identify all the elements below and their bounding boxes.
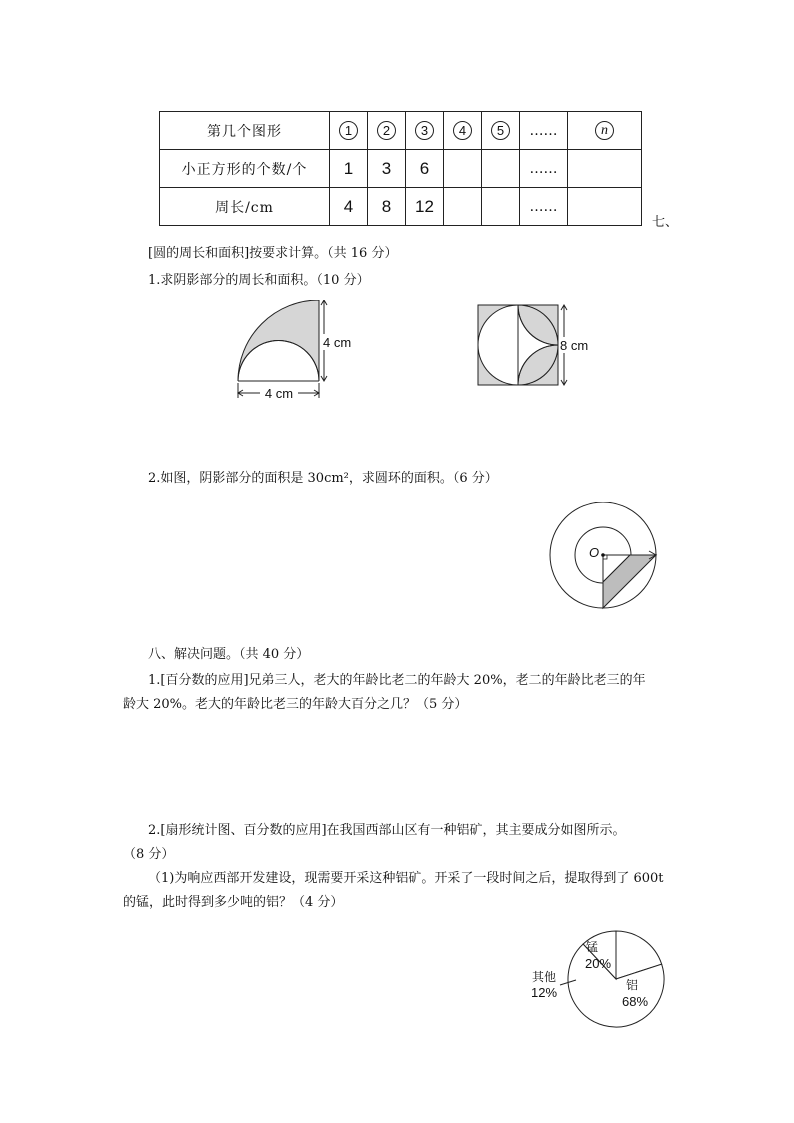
table-cell: 4 [330, 188, 368, 226]
pie-label-other-value: 12% [530, 985, 558, 1000]
figure-square-circle [470, 300, 610, 395]
figure-number: 2 [377, 121, 396, 140]
pie-label-mn-name: 锰 [585, 940, 599, 954]
row-label-count: 小正方形的个数/个 [160, 150, 330, 188]
table-ellipsis: …… [520, 188, 568, 226]
pattern-table [159, 111, 642, 226]
table-cell: 6 [406, 150, 444, 188]
table-row [160, 150, 642, 188]
pie-label-al-value: 68% [621, 994, 649, 1009]
width-label: 4 cm [264, 386, 294, 401]
question-7-1: 1.求阴影部分的周长和面积。（10 分） [148, 273, 370, 288]
figure-number: 4 [453, 121, 472, 140]
figure-number: 5 [491, 121, 510, 140]
pie-label-mn-value: 20% [584, 956, 612, 971]
height-label: 4 cm [323, 335, 352, 350]
section-7-number: 七、 [652, 215, 679, 230]
pie-label-al-name: 铝 [625, 978, 639, 992]
question-8-2-line1: 2.[扇形统计图、百分数的应用]在我国西部山区有一种铝矿，其主要成分如图所示。 [148, 823, 626, 838]
table-ellipsis: …… [520, 112, 568, 150]
table-cell: 1 [330, 150, 368, 188]
figure-n: n [595, 121, 614, 140]
figure-number: 1 [339, 121, 358, 140]
table-cell-empty[interactable] [482, 188, 520, 226]
figure-number: 3 [415, 121, 434, 140]
pie-label-other-name: 其他 [531, 970, 557, 984]
table-cell-empty[interactable] [444, 188, 482, 226]
side-label: 8 cm [560, 338, 589, 353]
table-cell-empty[interactable] [482, 150, 520, 188]
center-label: O [589, 545, 600, 560]
figure-annulus [545, 502, 670, 617]
row-label-perimeter: 周长/cm [160, 188, 330, 226]
question-8-2-sub1-line2: 的锰，此时得到多少吨的铝？（4 分） [123, 895, 344, 910]
row-label-figure: 第几个图形 [160, 112, 330, 150]
question-8-1-line1: 1.[百分数的应用]兄弟三人，老大的年龄比老二的年龄大 20%，老二的年龄比老三的年 [148, 673, 646, 688]
table-cell: 8 [368, 188, 406, 226]
table-cell-empty[interactable] [568, 188, 642, 226]
table-cell-empty[interactable] [568, 150, 642, 188]
question-8-2-line2: （8 分） [123, 847, 175, 862]
table-ellipsis: …… [520, 150, 568, 188]
figure-quarter-circle [226, 300, 366, 410]
table-cell: 3 [368, 150, 406, 188]
section-7-title: [圆的周长和面积]按要求计算。（共 16 分） [148, 246, 398, 261]
table-row [160, 112, 642, 150]
pie-chart [520, 925, 670, 1035]
table-row [160, 188, 642, 226]
question-8-1-line2: 龄大 20%。老大的年龄比老三的年龄大百分之几？（5 分） [123, 697, 468, 712]
section-8-title: 八、解决问题。（共 40 分） [148, 647, 310, 662]
table-cell: 12 [406, 188, 444, 226]
question-7-2: 2.如图，阴影部分的面积是 30cm²，求圆环的面积。（6 分） [148, 471, 498, 486]
table-cell-empty[interactable] [444, 150, 482, 188]
question-8-2-sub1-line1: （1)为响应西部开发建设，现需要开采这种铝矿。开采了一段时间之后，提取得到了 600t [148, 871, 664, 886]
